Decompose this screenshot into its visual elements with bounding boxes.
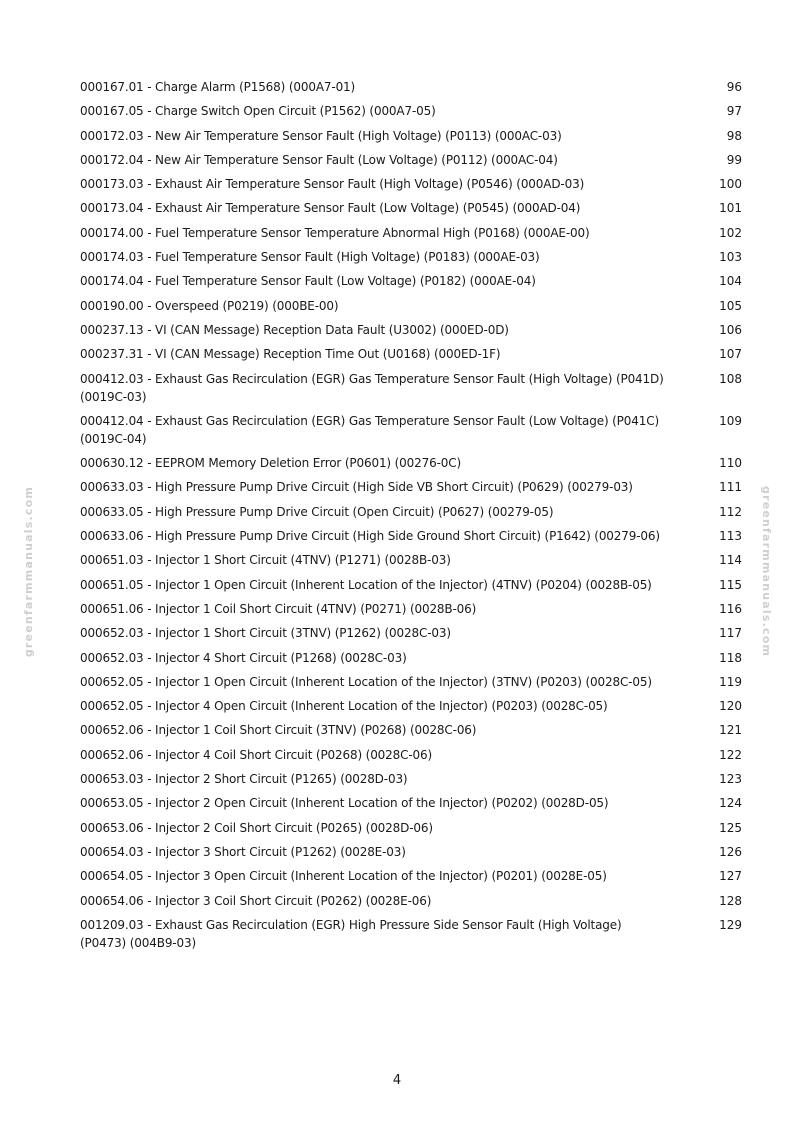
toc-entry[interactable] <box>80 297 742 315</box>
toc-entry-page-number: 123 <box>719 772 742 787</box>
toc-entry-title: 000652.03 - Injector 4 Short Circuit (P1268) (0028C-03) <box>80 650 407 665</box>
toc-entry-page-number: 99 <box>726 152 742 167</box>
toc-entry-title: 000630.12 - EEPROM Memory Deletion Error (P0601) (00276-0C) <box>80 456 462 471</box>
toc-entry-title: 000653.03 - Injector 2 Short Circuit (P1265) (0028D-03) <box>80 772 408 787</box>
toc-entry[interactable] <box>80 175 742 193</box>
toc-entry-title: 000653.06 - Injector 2 Coil Short Circuit (P0265) (0028D-06) <box>80 820 433 835</box>
toc-entry-page-number: 110 <box>719 456 742 471</box>
toc-entry[interactable] <box>80 916 742 952</box>
toc-entry[interactable] <box>80 649 742 667</box>
toc-entry[interactable] <box>80 503 742 521</box>
toc-entry[interactable] <box>80 697 742 715</box>
toc-entry-page-number: 106 <box>719 322 742 337</box>
toc-entry-title: 000652.05 - Injector 1 Open Circuit (Inherent Location of the Injector) (3TNV) (P0203) (0028C-05) <box>80 674 652 689</box>
toc-entry[interactable] <box>80 151 742 169</box>
toc-entry-page-number: 111 <box>719 480 742 495</box>
toc-entry[interactable] <box>80 746 742 764</box>
toc-entry-page-number: 105 <box>719 298 742 313</box>
toc-entry[interactable] <box>80 576 742 594</box>
toc-entry-title: 000412.03 - Exhaust Gas Recirculation (EGR) Gas Temperature Sensor Fault (High Voltage) (P041D) (0019C-03) <box>80 371 664 404</box>
toc-entry-title: 000652.03 - Injector 1 Short Circuit (3TNV) (P1262) (0028C-03) <box>80 626 451 641</box>
toc-entry[interactable] <box>80 321 742 339</box>
toc-entry-page-number: 102 <box>719 225 742 240</box>
toc-entry[interactable] <box>80 478 742 496</box>
toc-entry-title: 000651.05 - Injector 1 Open Circuit (Inherent Location of the Injector) (4TNV) (P0204) (0028B-05) <box>80 577 652 592</box>
toc-entry[interactable] <box>80 370 742 406</box>
toc-entry[interactable] <box>80 102 742 120</box>
toc-entry-title: 000654.05 - Injector 3 Open Circuit (Inherent Location of the Injector) (P0201) (0028E-05) <box>80 869 607 884</box>
toc-entry-page-number: 129 <box>719 917 742 932</box>
toc-entry-page-number: 114 <box>719 553 742 568</box>
toc-entry[interactable] <box>80 127 742 145</box>
toc-entry-title: 000654.03 - Injector 3 Short Circuit (P1262) (0028E-03) <box>80 844 406 859</box>
toc-entry[interactable] <box>80 843 742 861</box>
toc-entry-title: 000173.04 - Exhaust Air Temperature Sensor Fault (Low Voltage) (P0545) (000AD-04) <box>80 201 581 216</box>
toc-entry-page-number: 109 <box>719 413 742 428</box>
toc-entry-title: 000172.03 - New Air Temperature Sensor Fault (High Voltage) (P0113) (000AC-03) <box>80 128 562 143</box>
toc-entry-page-number: 98 <box>726 128 742 143</box>
toc-entry-title: 000173.03 - Exhaust Air Temperature Sensor Fault (High Voltage) (P0546) (000AD-03) <box>80 177 585 192</box>
toc-entry[interactable] <box>80 624 742 642</box>
toc-entry[interactable] <box>80 819 742 837</box>
toc-entry-page-number: 122 <box>719 747 742 762</box>
toc-entry-page-number: 127 <box>719 869 742 884</box>
toc-entry-page-number: 115 <box>719 577 742 592</box>
toc-entry-title: 000412.04 - Exhaust Gas Recirculation (EGR) Gas Temperature Sensor Fault (Low Voltage) (P041C) (0019C-04) <box>80 413 659 446</box>
toc-entry-title: 000651.03 - Injector 1 Short Circuit (4TNV) (P1271) (0028B-03) <box>80 553 451 568</box>
toc-entry[interactable] <box>80 248 742 266</box>
toc-entry[interactable] <box>80 224 742 242</box>
toc-entry-page-number: 116 <box>719 601 742 616</box>
toc-entry[interactable] <box>80 867 742 885</box>
toc-entry[interactable] <box>80 551 742 569</box>
toc-entry-page-number: 117 <box>719 626 742 641</box>
toc-entry-page-number: 121 <box>719 723 742 738</box>
toc-entry-title: 000651.06 - Injector 1 Coil Short Circuit (4TNV) (P0271) (0028B-06) <box>80 601 477 616</box>
toc-entry-title: 000190.00 - Overspeed (P0219) (000BE-00) <box>80 298 339 313</box>
toc-entry[interactable] <box>80 272 742 290</box>
toc-entry-page-number: 128 <box>719 893 742 908</box>
toc-entry-page-number: 126 <box>719 844 742 859</box>
toc-entry-title: 000652.06 - Injector 1 Coil Short Circuit (3TNV) (P0268) (0028C-06) <box>80 723 477 738</box>
toc-entry-title: 000652.06 - Injector 4 Coil Short Circuit (P0268) (0028C-06) <box>80 747 433 762</box>
toc-entry-title: 000167.01 - Charge Alarm (P1568) (000A7-01) <box>80 80 356 94</box>
toc-entry-page-number: 104 <box>719 274 742 289</box>
toc-entry-title: 000174.00 - Fuel Temperature Sensor Temperature Abnormal High (P0168) (000AE-00) <box>80 225 590 240</box>
watermark-right: greenfarmmanuals.com <box>760 486 773 658</box>
toc-entry[interactable] <box>80 721 742 739</box>
toc-entry-title: 000167.05 - Charge Switch Open Circuit (P1562) (000A7-05) <box>80 104 436 119</box>
toc-entry[interactable] <box>80 454 742 472</box>
toc-entry[interactable] <box>80 78 742 96</box>
toc-entry-title: 000633.05 - High Pressure Pump Drive Circuit (Open Circuit) (P0627) (00279-05) <box>80 504 554 519</box>
toc-entry-page-number: 124 <box>719 796 742 811</box>
toc-entry-title: 000237.13 - VI (CAN Message) Reception Data Fault (U3002) (000ED-0D) <box>80 322 509 337</box>
toc-entry-page-number: 120 <box>719 699 742 714</box>
toc-entry-title: 000174.04 - Fuel Temperature Sensor Fault (Low Voltage) (P0182) (000AE-04) <box>80 274 536 289</box>
toc-entry-title: 000652.05 - Injector 4 Open Circuit (Inherent Location of the Injector) (P0203) (0028C-05) <box>80 699 608 714</box>
toc-entry-page-number: 97 <box>726 104 742 119</box>
toc-entry[interactable] <box>80 412 742 448</box>
toc-entry-page-number: 112 <box>719 504 742 519</box>
toc-entry-page-number: 100 <box>719 177 742 192</box>
toc-entry-title: 000237.31 - VI (CAN Message) Reception Time Out (U0168) (000ED-1F) <box>80 347 501 362</box>
toc-entry-title: 000654.06 - Injector 3 Coil Short Circuit (P0262) (0028E-06) <box>80 893 432 908</box>
toc-entry-page-number: 107 <box>719 347 742 362</box>
toc-entry-title: 000633.03 - High Pressure Pump Drive Circuit (High Side VB Short Circuit) (P0629) (00279-03) <box>80 480 633 495</box>
table-of-contents <box>80 78 742 958</box>
toc-entry-page-number: 125 <box>719 820 742 835</box>
toc-entry-title: 000174.03 - Fuel Temperature Sensor Fault (High Voltage) (P0183) (000AE-03) <box>80 250 540 265</box>
toc-entry-title: 000633.06 - High Pressure Pump Drive Circuit (High Side Ground Short Circuit) (P1642) (00279-06) <box>80 529 660 544</box>
page-number: 4 <box>392 1073 402 1088</box>
toc-entry[interactable] <box>80 673 742 691</box>
toc-entry-page-number: 103 <box>719 250 742 265</box>
toc-entry[interactable] <box>80 600 742 618</box>
toc-entry[interactable] <box>80 345 742 363</box>
watermark-left: greenfarmmanuals.com <box>22 486 35 658</box>
toc-entry[interactable] <box>80 770 742 788</box>
toc-entry-title: 001209.03 - Exhaust Gas Recirculation (EGR) High Pressure Side Sensor Fault (High Voltage) (P0473) (004B9-03) <box>80 917 622 950</box>
toc-entry-page-number: 113 <box>719 529 742 544</box>
toc-entry-page-number: 96 <box>726 80 742 94</box>
toc-entry-title: 000653.05 - Injector 2 Open Circuit (Inherent Location of the Injector) (P0202) (0028D-05) <box>80 796 609 811</box>
toc-entry-title: 000172.04 - New Air Temperature Sensor Fault (Low Voltage) (P0112) (000AC-04) <box>80 152 558 167</box>
toc-entry[interactable] <box>80 527 742 545</box>
toc-entry-page-number: 108 <box>719 371 742 386</box>
toc-entry[interactable] <box>80 199 742 217</box>
toc-entry[interactable] <box>80 794 742 812</box>
toc-entry-page-number: 101 <box>719 201 742 216</box>
toc-entry-page-number: 119 <box>719 674 742 689</box>
toc-entry-page-number: 118 <box>719 650 742 665</box>
toc-entry[interactable] <box>80 892 742 910</box>
